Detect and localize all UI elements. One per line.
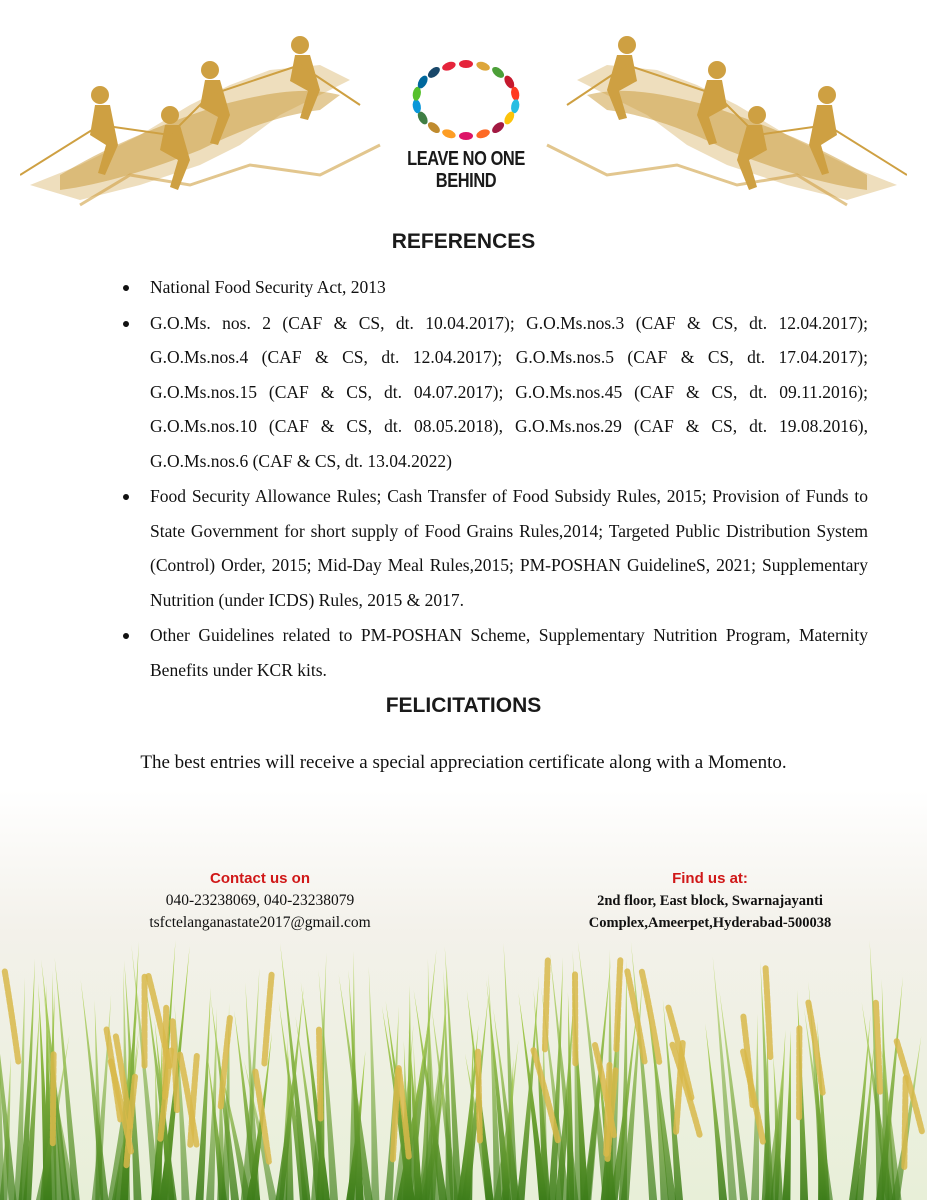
sdg-ring-segment [490,120,506,135]
references-heading: REFERENCES [391,230,536,253]
paddy-field-background [0,790,927,1200]
rice-grain-cluster [319,1030,321,1120]
felicitation-text: The best entries will receive a special appreciation certificate along with a Momento. [140,752,787,773]
rice-grain-cluster [478,1052,480,1142]
logo-text-line1: LEAVE NO ONE [407,148,525,170]
sdg-ring-segment [441,60,457,72]
address-line2: Complex,Ameerpet,Hyderabad-500038 [588,915,832,931]
sdg-ring-segment [426,65,442,80]
reference-item: National Food Security Act, 2013 [118,270,868,305]
sdg-ring-segment [412,86,422,101]
felicitations-heading: FELICITATIONS [385,694,542,717]
contact-email[interactable]: tsfctelanganastate2017@gmail.com [149,914,371,931]
sdg-ring-segment [510,99,520,114]
climbers-illustration-left [20,25,400,215]
rice-grain-cluster [53,1054,54,1144]
address-line1: 2nd floor, East block, Swarnajayanti [597,893,823,909]
contact-label: Contact us on [210,870,310,887]
sdg-ring-segment [475,60,491,72]
find-us-label: Find us at: [672,870,748,887]
sdg-ring-segment [459,132,473,140]
reference-item: Food Security Allowance Rules; Cash Transfer of Food Subsidy Rules, 2015; Provision of Funds to State Government for short supply of Food Grains Rules,2014; Targeted Public Distribution System (Control) Order, 2015; Mid-Day Meal Rules,2015; PM-POSHAN GuidelineS, 2021; Supplementary Nutrition (under ICDS) Rules, 2015 & 2017. [118,479,868,617]
sdg-ring-segment [510,86,520,101]
climbers-illustration-right [527,25,907,215]
reference-item: G.O.Ms. nos. 2 (CAF & CS, dt. 10.04.2017); G.O.Ms.nos.3 (CAF & CS, dt. 12.04.2017); G.O.Ms.nos.4 (CAF & CS, dt. 12.04.2017); G.O.Ms.nos.5 (CAF & CS, dt. 17.04.2017); G.O.Ms.nos.15 (CAF & CS, dt. 04.07.2017); G.O.Ms.nos.45 (CAF & CS, dt. 09.11.2016); G.O.Ms.nos.10 (CAF & CS, dt. 08.05.2018), G.O.Ms.nos.29 (CAF & CS, dt. 19.08.2016), G.O.Ms.nos.6 (CAF & CS, dt. 13.04.2022) [118,306,868,479]
sdg-ring-segment [412,99,422,114]
logo-text-line2: BEHIND [435,170,497,192]
sdg-ring-segment [426,120,442,135]
sdg-ring-segment [459,60,473,68]
references-list [118,270,868,688]
sdg-color-ring-icon [404,58,528,142]
sdg-ring-segment [475,128,491,140]
address-block [560,868,860,934]
leave-no-one-behind-logo [392,58,540,198]
sdg-ring-segment [441,128,457,140]
contact-block [125,868,395,934]
rice-grain-cluster [616,960,620,1050]
rice-grain-cluster [904,1078,905,1168]
reference-item: Other Guidelines related to PM-POSHAN Scheme, Supplementary Nutrition Program, Maternity Benefits under KCR kits. [118,618,868,687]
contact-phones: 040-23238069, 040-23238079 [165,892,355,909]
rice-grain-cluster [545,960,548,1050]
sdg-ring-segment [490,65,506,80]
